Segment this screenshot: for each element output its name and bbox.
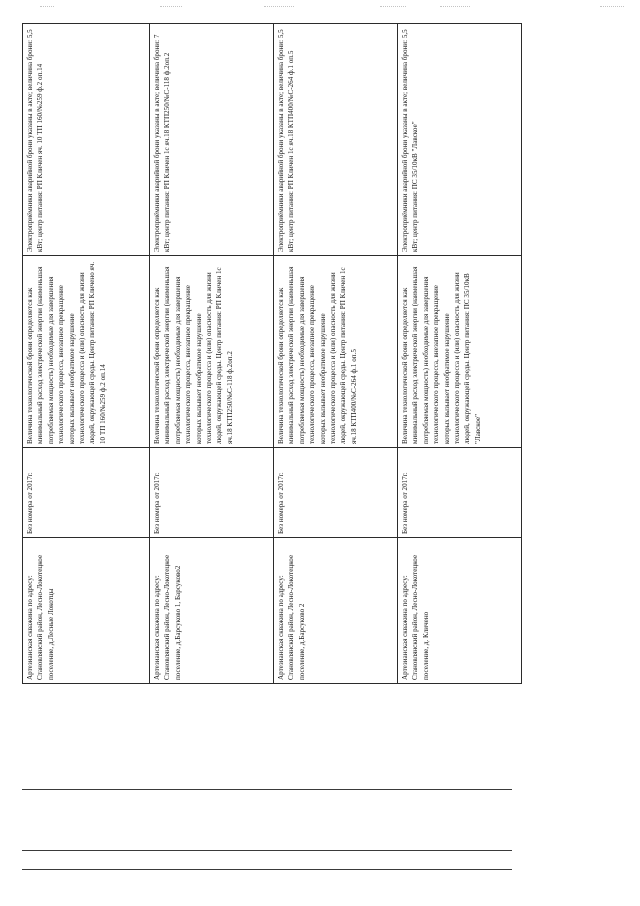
blank-line-2 — [22, 850, 512, 851]
scan-artifact-dots — [0, 6, 640, 14]
object-cell: Артезианская скважина по адресу: Становлянский район, Лесно-Локотецкое поселение, д.Лесные Локотцы — [23, 538, 150, 684]
technological-reserve-cell: Величина технологической брони определяется как минимальный расход электрической энергии (наименьшая потребляемая мощность) необходимые для завершения технологического процесса, внезапное прекращение которых вызывает необратимое нарушение технологического процесса и (или) опасность для жизни людей, окружающей среды. Центр питания: РП Кличен 1с яч.18 КТП400/№С-264 ф.1 оп.5 — [274, 256, 398, 448]
blank-line-1 — [22, 789, 512, 790]
table-row — [274, 24, 398, 684]
object-cell: Артезианская скважина по адресу: Становлянский район, Лесно-Локотецкое поселение, д.Барсуково 1, Барсуково2 — [150, 538, 274, 684]
emergency-reserve-cell: Электроприёмники аварийной брони указаны в акте; величина брони: 5,5 кВт; центр питания: РП Кличен яч. 10 ТП 160/№259 ф.2 оп.14 — [23, 24, 150, 256]
object-cell: Артезианская скважина по адресу: Становлянский район, Лесно-Локотецкое поселение, д.Барсуково 2 — [274, 538, 398, 684]
emergency-reserve-cell: Электроприёмники аварийной брони указаны в акте; величина брони: 5,5 кВт; центр питания: РП Кличен 1с яч.18 КТП400/№С-264 ф.1 оп.5 — [274, 24, 398, 256]
blank-line-3 — [22, 869, 512, 870]
table-row — [150, 24, 274, 684]
rotated-table-wrapper — [22, 24, 521, 684]
act-cell: Без номера от 2017г. — [398, 448, 522, 538]
object-cell: Артезианская скважина по адресу: Становлянский район, Лесно-Локотецкое поселение, д. Кличено — [398, 538, 522, 684]
act-cell: Без номера от 2017г. — [274, 448, 398, 538]
technological-reserve-cell: Величина технологической брони определяется как минимальный расход электрической энергии (наименьшая потребляемая мощность) необходимые для завершения технологического процесса, внезапное прекращение которых вызывает необратимое нарушение технологического процесса и (или) опасность для жизни людей, окружающей среды. Центр питания: РП Кличен 1с яч.18 КТП250/№С-118 ф.2оп.2 — [150, 256, 274, 448]
technological-reserve-cell: Величина технологической брони определяется как минимальный расход электрической энергии (наименьшая потребляемая мощность) необходимые для завершения технологического процесса, внезапное прекращение которых вызывает необратимое нарушение технологического процесса и (или) опасность для жизни людей, окружающей среды. Центр питания: РП Кличено яч. 10 ТП 160/№259 ф.2 оп.14 — [23, 256, 150, 448]
technological-reserve-cell: Величина технологической брони определяется как минимальный расход электрической энергии (наименьшая потребляемая мощность) необходимые для завершения технологического процесса, внезапное прекращение которых вызывает необратимое нарушение технологического процесса и (или) опасность для жизни людей, окружающей среды. Центр питания: ПС 35/10кВ "Лавское" — [398, 256, 522, 448]
emergency-reserve-cell: Электроприёмники аварийной брони указаны в акте; величина брони: 7 кВт; центр питания: РП Кличен 1с яч.18 КТП250/№С-118 ф.2оп.2 — [150, 24, 274, 256]
emergency-reserve-cell: Электроприёмники аварийной брони указаны в акте; величина брони: 5,5 кВт; центр питания: ПС 35/10кВ "Лавское" — [398, 24, 522, 256]
act-cell: Без номера от 2017г. — [150, 448, 274, 538]
table-row — [23, 24, 150, 684]
emergency-reserve-table — [22, 23, 522, 684]
act-cell: Без номера от 2017г. — [23, 448, 150, 538]
table-row — [398, 24, 522, 684]
